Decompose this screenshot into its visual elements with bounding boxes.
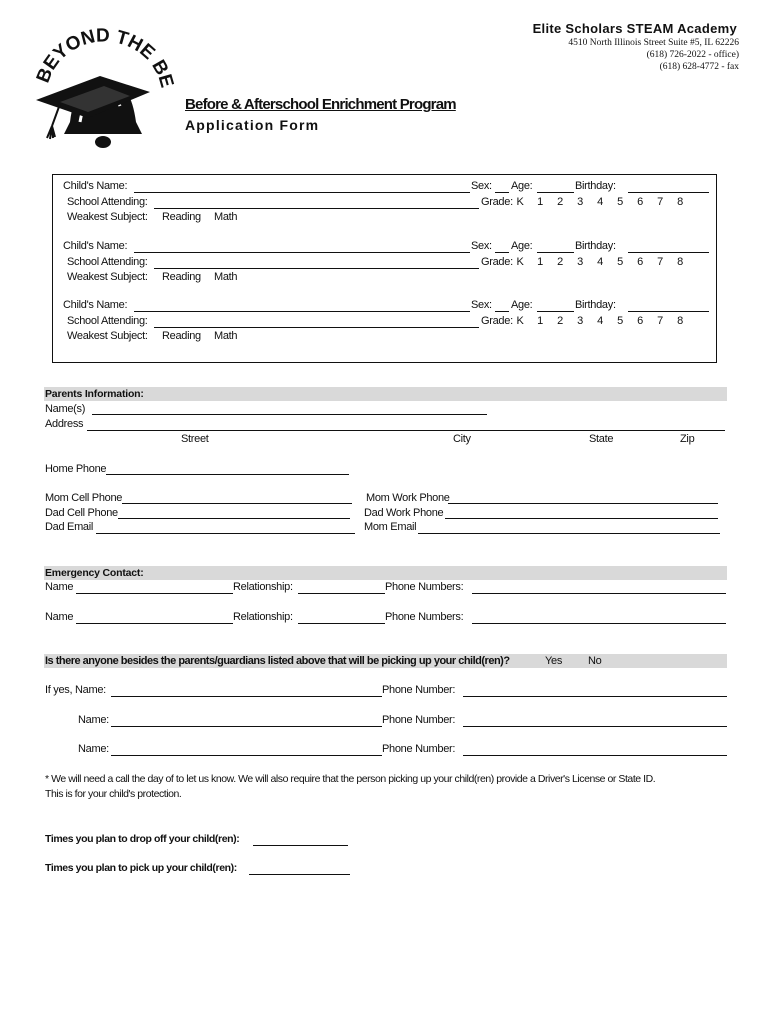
- beyond-the-bell-logo: [30, 22, 180, 157]
- subject-option-math[interactable]: Math: [214, 211, 238, 223]
- dad-cell-field[interactable]: [118, 518, 350, 519]
- child-birthday-label: Birthday:: [575, 299, 616, 311]
- form-title: Application Form: [185, 117, 320, 133]
- parents-header-bar: [44, 387, 727, 401]
- dad-email-field[interactable]: [96, 533, 355, 534]
- mom-email-label: Mom Email: [364, 521, 417, 533]
- grade-option[interactable]: 1: [537, 256, 543, 268]
- pickup-yes-option[interactable]: Yes: [545, 655, 563, 667]
- emergency-phone-field[interactable]: [472, 623, 726, 624]
- grade-option[interactable]: 5: [617, 256, 623, 268]
- child-name-field[interactable]: [134, 192, 470, 193]
- grade-option[interactable]: 3: [577, 315, 583, 327]
- grade-options: [510, 256, 690, 268]
- grade-option[interactable]: 5: [617, 196, 623, 208]
- pickup-name-field[interactable]: [111, 755, 382, 756]
- child-name-label: Child's Name:: [63, 240, 128, 252]
- dad-work-field[interactable]: [445, 518, 718, 519]
- grade-option[interactable]: 3: [577, 196, 583, 208]
- child-birthday-field[interactable]: [628, 311, 709, 312]
- mom-cell-field[interactable]: [122, 503, 352, 504]
- subject-option-math[interactable]: Math: [214, 271, 238, 283]
- pickup-phone-label: Phone Number:: [382, 714, 456, 726]
- child-name-label: Child's Name:: [63, 299, 128, 311]
- grade-label: Grade:: [481, 256, 513, 268]
- mom-work-label: Mom Work Phone: [366, 492, 450, 504]
- dropoff-times-field[interactable]: [253, 845, 348, 846]
- program-title: Before & Afterschool Enrichment Program: [185, 96, 456, 113]
- pickup-phone-label: Phone Number:: [382, 743, 456, 755]
- pickup-note: * We will need a call the day of to let us know. We will also require that the person picking up your child(ren) provide a Driver's License or State ID.: [45, 773, 656, 785]
- address-street-label: Street: [181, 433, 209, 445]
- school-attending-label: School Attending:: [67, 256, 148, 268]
- grade-option[interactable]: 4: [597, 315, 603, 327]
- mom-work-field[interactable]: [448, 503, 718, 504]
- pickup-name-field[interactable]: [111, 696, 382, 697]
- grade-option[interactable]: 4: [597, 196, 603, 208]
- graduation-cap-bell-icon: [30, 22, 180, 157]
- dad-work-label: Dad Work Phone: [364, 507, 444, 519]
- grade-option[interactable]: K: [516, 196, 524, 208]
- pickup-phone-field[interactable]: [463, 755, 727, 756]
- mom-cell-label: Mom Cell Phone: [45, 492, 123, 504]
- pickup-phone-field[interactable]: [463, 696, 727, 697]
- academy-name: Elite Scholars STEAM Academy: [532, 21, 737, 36]
- grade-option[interactable]: 6: [637, 256, 643, 268]
- home-phone-field[interactable]: [106, 474, 349, 475]
- child-sex-label: Sex:: [471, 299, 492, 311]
- grade-option[interactable]: 1: [537, 315, 543, 327]
- dad-cell-label: Dad Cell Phone: [45, 507, 118, 519]
- parents-names-field[interactable]: [92, 414, 487, 415]
- pickup-name-label: Name:: [78, 714, 109, 726]
- child-sex-field[interactable]: [495, 252, 509, 253]
- child-age-field[interactable]: [537, 252, 574, 253]
- pickup-name-label: Name:: [78, 743, 109, 755]
- grade-option[interactable]: 2: [557, 196, 563, 208]
- academy-office-phone: (618) 726-2022 - office): [646, 50, 739, 60]
- child-sex-field[interactable]: [495, 192, 509, 193]
- emergency-phone-label: Phone Numbers:: [385, 581, 464, 593]
- grade-option[interactable]: K: [516, 256, 524, 268]
- child-birthday-label: Birthday:: [575, 180, 616, 192]
- subject-option-reading[interactable]: Reading: [162, 271, 201, 283]
- emergency-relationship-field[interactable]: [298, 623, 385, 624]
- academy-fax: (618) 628-4772 - fax: [659, 62, 739, 72]
- emergency-name-label: Name: [45, 581, 74, 593]
- school-attending-field[interactable]: [154, 268, 479, 269]
- grade-options: [510, 196, 690, 208]
- grade-option[interactable]: 8: [677, 315, 683, 327]
- child-age-label: Age:: [511, 180, 533, 192]
- child-age-label: Age:: [511, 299, 533, 311]
- grade-option[interactable]: 5: [617, 315, 623, 327]
- subject-option-reading[interactable]: Reading: [162, 330, 201, 342]
- emergency-name-label: Name: [45, 611, 74, 623]
- subject-option-math[interactable]: Math: [214, 330, 238, 342]
- dad-email-label: Dad Email: [45, 521, 94, 533]
- child-sex-field[interactable]: [495, 311, 509, 312]
- child-name-label: Child's Name:: [63, 180, 128, 192]
- school-attending-field[interactable]: [154, 327, 479, 328]
- emergency-header: Emergency Contact:: [45, 567, 144, 579]
- pickup-phone-label: Phone Number:: [382, 684, 456, 696]
- grade-option[interactable]: 2: [557, 315, 563, 327]
- child-age-field[interactable]: [537, 311, 574, 312]
- grade-option[interactable]: 8: [677, 256, 683, 268]
- child-birthday-label: Birthday:: [575, 240, 616, 252]
- school-attending-label: School Attending:: [67, 315, 148, 327]
- grade-option[interactable]: K: [516, 315, 524, 327]
- grade-option[interactable]: 6: [637, 315, 643, 327]
- dropoff-times-label: Times you plan to drop off your child(ren):: [45, 833, 240, 845]
- pickup-name-field[interactable]: [111, 726, 382, 727]
- weakest-subject-label: Weakest Subject:: [67, 330, 148, 342]
- parents-names-label: Name(s): [45, 403, 86, 415]
- academy-address: 4510 North Illinois Street Suite #5, IL 62226: [568, 38, 739, 48]
- emergency-phone-field[interactable]: [472, 593, 726, 594]
- grade-option[interactable]: 4: [597, 256, 603, 268]
- emergency-relationship-label: Relationship:: [233, 581, 293, 593]
- grade-label: Grade:: [481, 315, 513, 327]
- pickup-times-label: Times you plan to pick up your child(ren):: [45, 862, 237, 874]
- parents-header: Parents Information:: [45, 388, 144, 400]
- grade-option[interactable]: 7: [657, 196, 663, 208]
- address-city-label: City: [453, 433, 471, 445]
- school-attending-field[interactable]: [154, 208, 479, 209]
- emergency-relationship-label: Relationship:: [233, 611, 293, 623]
- child-sex-label: Sex:: [471, 240, 492, 252]
- logo-text: BEYOND THE BE: [32, 25, 178, 91]
- pickup-no-option[interactable]: No: [588, 655, 602, 667]
- child-age-label: Age:: [511, 240, 533, 252]
- grade-option[interactable]: 3: [577, 256, 583, 268]
- weakest-subject-label: Weakest Subject:: [67, 271, 148, 283]
- grade-option[interactable]: 8: [677, 196, 683, 208]
- address-field[interactable]: [87, 430, 725, 431]
- address-label: Address: [45, 418, 84, 430]
- subject-option-reading[interactable]: Reading: [162, 211, 201, 223]
- address-zip-label: Zip: [680, 433, 695, 445]
- emergency-header-bar: [44, 566, 727, 580]
- home-phone-label: Home Phone: [45, 463, 107, 475]
- grade-label: Grade:: [481, 196, 513, 208]
- grade-option[interactable]: 7: [657, 315, 663, 327]
- pickup-note-continued: This is for your child's protection.: [45, 788, 182, 800]
- weakest-subject-label: Weakest Subject:: [67, 211, 148, 223]
- mom-email-field[interactable]: [418, 533, 720, 534]
- emergency-phone-label: Phone Numbers:: [385, 611, 464, 623]
- child-sex-label: Sex:: [471, 180, 492, 192]
- address-state-label: State: [589, 433, 614, 445]
- child-name-field[interactable]: [134, 311, 470, 312]
- child-birthday-field[interactable]: [628, 192, 709, 193]
- grade-option[interactable]: 7: [657, 256, 663, 268]
- grade-options: [510, 315, 690, 327]
- pickup-times-field[interactable]: [249, 874, 350, 875]
- grade-option[interactable]: 2: [557, 256, 563, 268]
- child-name-field[interactable]: [134, 252, 470, 253]
- emergency-relationship-field[interactable]: [298, 593, 385, 594]
- pickup-phone-field[interactable]: [463, 726, 727, 727]
- grade-option[interactable]: 1: [537, 196, 543, 208]
- child-age-field[interactable]: [537, 192, 574, 193]
- school-attending-label: School Attending:: [67, 196, 148, 208]
- pickup-if-yes-name-label: If yes, Name:: [45, 684, 106, 696]
- emergency-name-field[interactable]: [76, 623, 233, 624]
- pickup-question: Is there anyone besides the parents/guardians listed above that will be picking up your child(ren)?: [45, 655, 510, 667]
- emergency-name-field[interactable]: [76, 593, 233, 594]
- child-birthday-field[interactable]: [628, 252, 709, 253]
- grade-option[interactable]: 6: [637, 196, 643, 208]
